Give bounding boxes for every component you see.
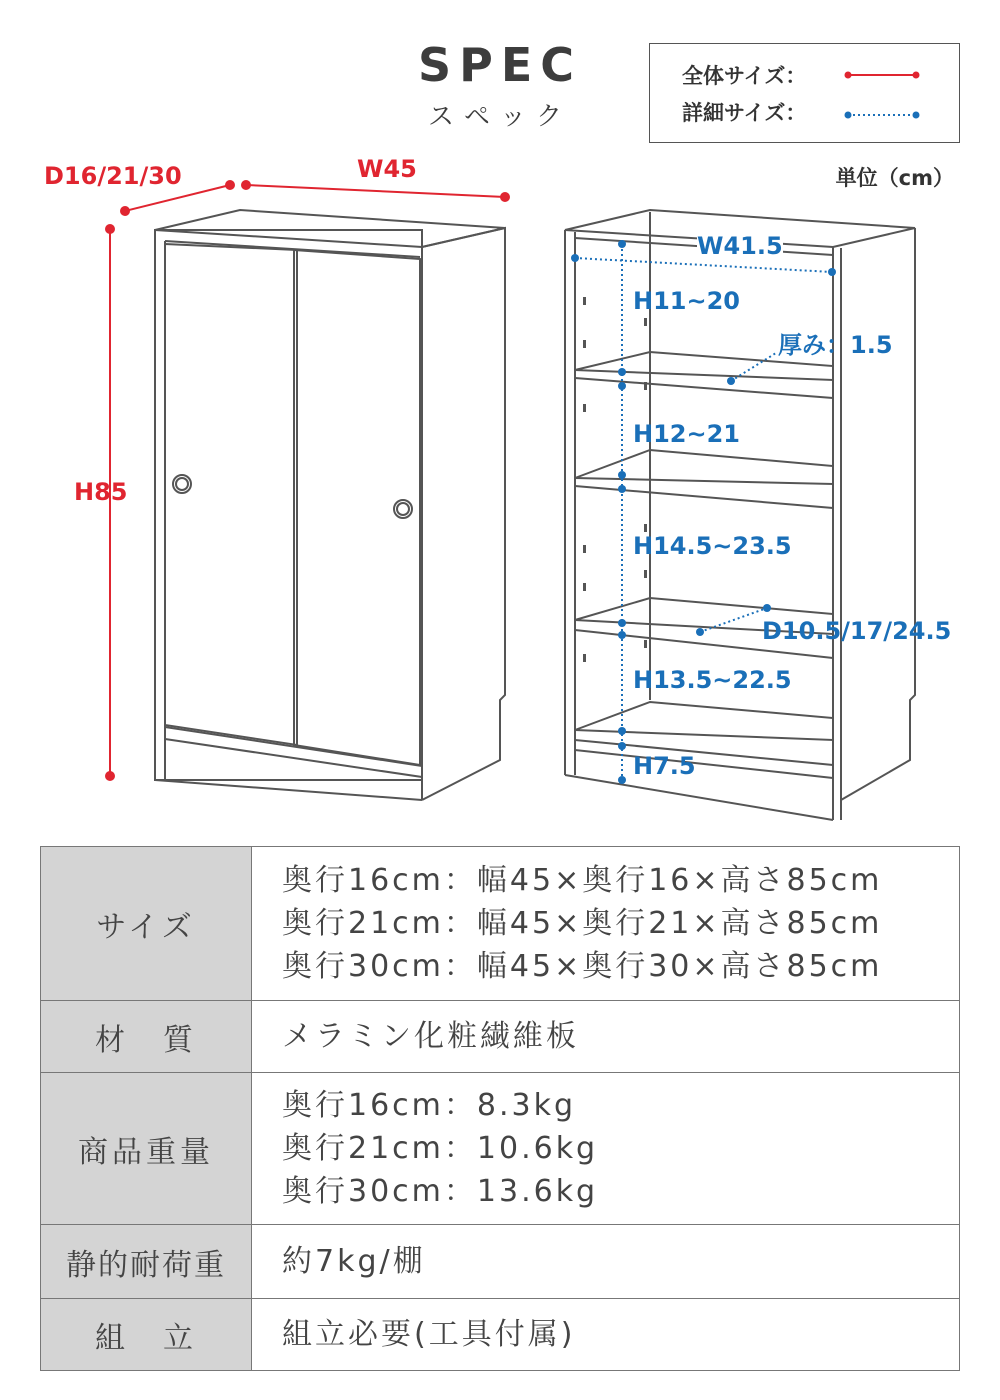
depth-dimension-label: D16/21/30 xyxy=(44,162,182,190)
weight-line-2: 奥行21cm：10.6kg xyxy=(282,1131,599,1166)
size-line-1: 奥行16cm：幅45×奥行16×高さ85cm xyxy=(282,863,883,898)
shelf-gap-2-label: H12~21 xyxy=(633,420,740,448)
page-title: SPEC xyxy=(417,38,583,92)
closed-cabinet-drawing xyxy=(155,210,505,800)
shelf-gap-1-label: H11~20 xyxy=(633,287,740,315)
shelf-gap-3-label: H14.5~23.5 xyxy=(633,532,792,560)
detail-dimension-points xyxy=(571,240,836,784)
width-dimension-label: W45 xyxy=(357,155,417,183)
size-header: サイズ xyxy=(41,847,252,1001)
height-dimension-label: H85 xyxy=(74,478,128,506)
assembly-header: 組 立 xyxy=(41,1299,252,1371)
weight-line-1: 奥行16cm：8.3kg xyxy=(282,1088,577,1123)
size-value xyxy=(252,847,960,1001)
page-subtitle: スペック xyxy=(427,102,572,132)
size-line-3: 奥行30cm：幅45×奥行30×高さ85cm xyxy=(282,949,883,984)
thickness-label: 厚み：1.5 xyxy=(778,331,893,359)
table-row-assembly xyxy=(41,1299,960,1371)
open-cabinet-drawing xyxy=(565,210,915,820)
weight-header: 商品重量 xyxy=(41,1073,252,1225)
legend-overall-label: 全体サイズ： xyxy=(682,64,807,88)
weight-line-3: 奥行30cm：13.6kg xyxy=(282,1174,599,1209)
table-row-material xyxy=(41,1001,960,1073)
inner-width-label: W41.5 xyxy=(697,232,783,260)
spec-table xyxy=(40,846,960,1371)
table-row-size xyxy=(41,847,960,1001)
weight-value xyxy=(252,1073,960,1225)
load-header: 静的耐荷重 xyxy=(41,1225,252,1299)
material-value: メラミン化粧繊維板 xyxy=(252,1001,960,1073)
shelf-depth-label: D10.5/17/24.5 xyxy=(762,617,952,645)
unit-label: 単位（cm） xyxy=(835,166,954,190)
table-row-weight xyxy=(41,1073,960,1225)
material-header: 材 質 xyxy=(41,1001,252,1073)
overall-dimension-lines xyxy=(106,181,509,780)
assembly-value: 組立必要(工具付属) xyxy=(252,1299,960,1371)
load-value: 約7kg/棚 xyxy=(252,1225,960,1299)
shelf-gap-4-label: H13.5~22.5 xyxy=(633,666,792,694)
legend-detail-label: 詳細サイズ： xyxy=(682,101,807,125)
size-line-2: 奥行21cm：幅45×奥行21×高さ85cm xyxy=(282,906,883,941)
base-gap-label: H7.5 xyxy=(633,752,696,780)
table-row-load xyxy=(41,1225,960,1299)
